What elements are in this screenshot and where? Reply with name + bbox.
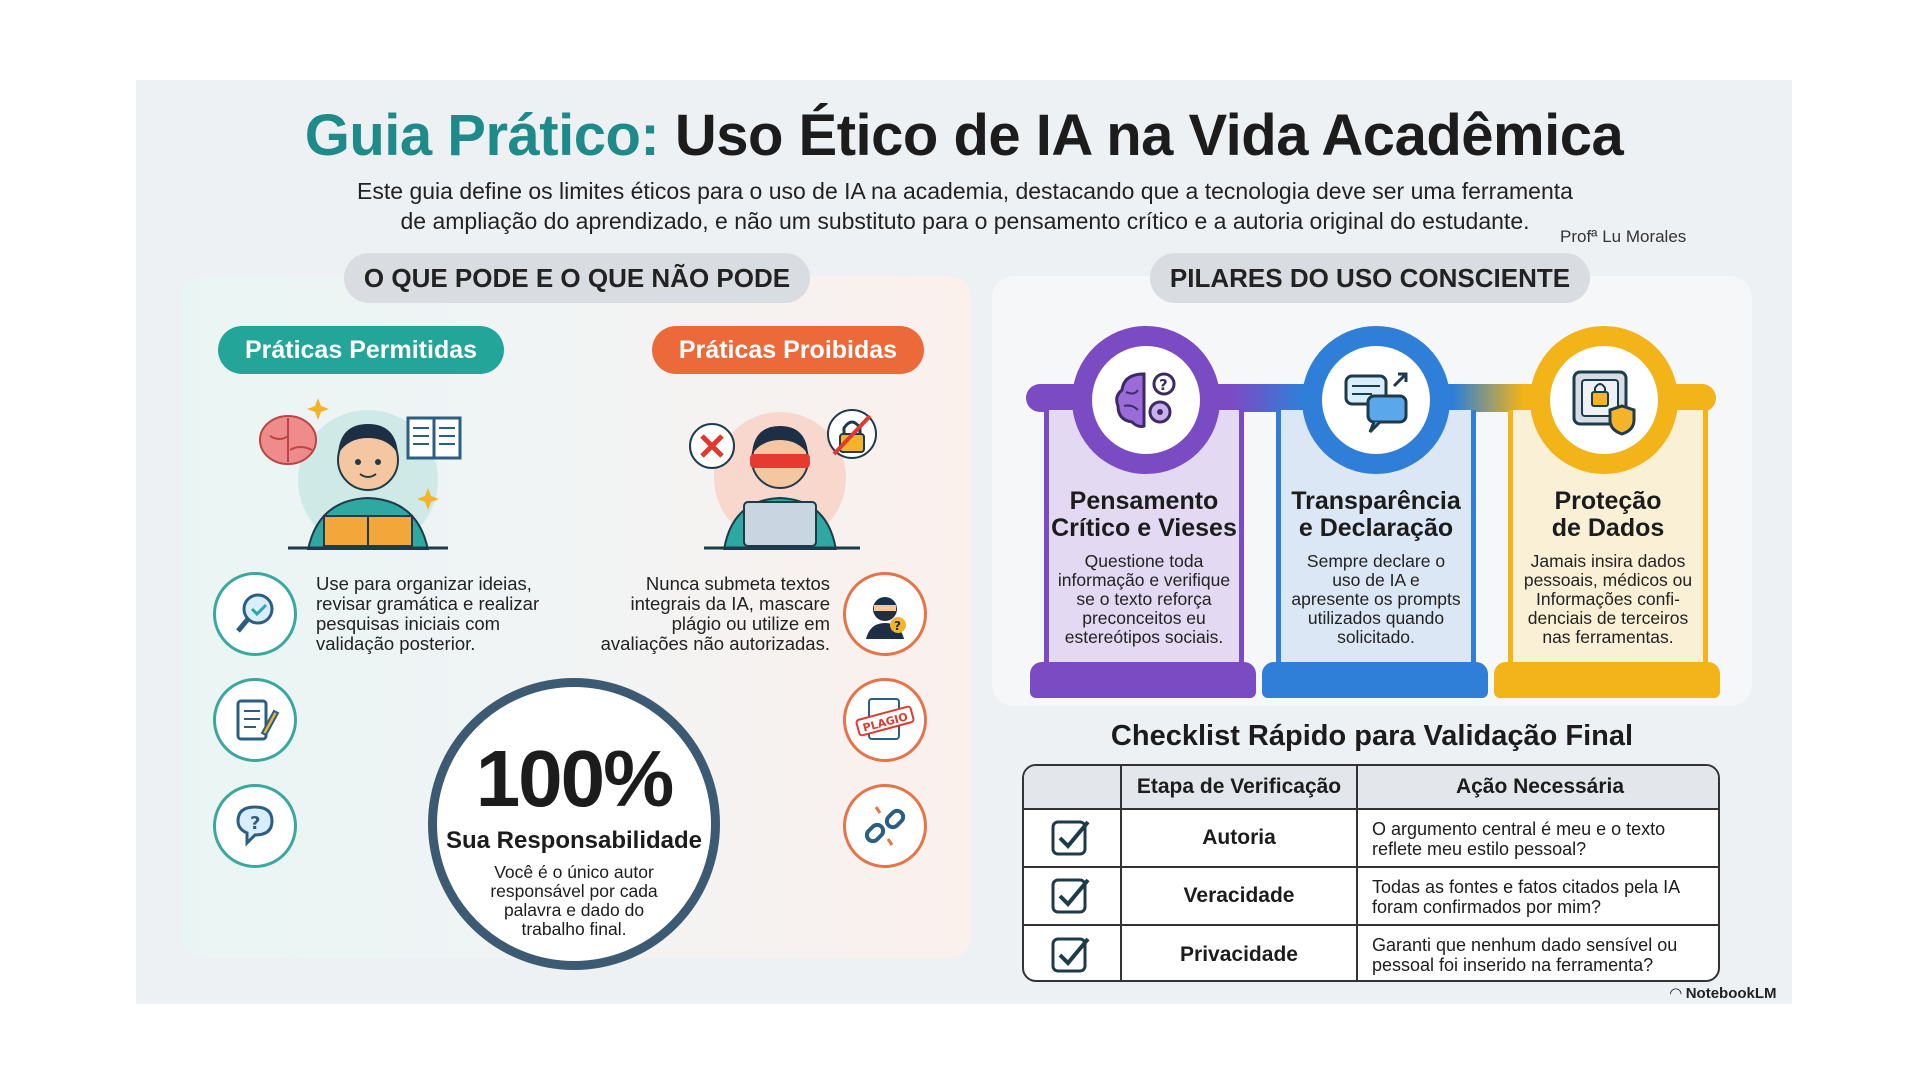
- stamp-text: PLAGIO: [861, 710, 910, 735]
- intro-text: [300, 176, 1630, 236]
- broken-link-icon: [843, 784, 927, 868]
- section-heading-rules: O QUE PODE E O QUE NÃO PODE: [344, 253, 810, 303]
- brain-icon: [260, 416, 316, 464]
- table-header-blank: [1024, 766, 1122, 810]
- checkbox-checked-icon[interactable]: [1024, 926, 1122, 982]
- document-pen-icon: [213, 678, 297, 762]
- title-rest: Uso Ético de IA na Vida Acadêmica: [659, 103, 1624, 168]
- pillar-ring: [1072, 326, 1220, 474]
- section-heading-pillars: PILARES DO USO CONSCIENTE: [1150, 253, 1590, 303]
- pillar-text-line: Questione toda: [1084, 551, 1204, 571]
- responsibility-text: [437, 863, 711, 939]
- responsibility-percent: 100%: [475, 734, 673, 823]
- pillar-title-line: de Dados: [1551, 514, 1665, 542]
- notebooklm-logo: [1670, 984, 1777, 1002]
- intro-line: de ampliação do aprendizado, e não um substituto para o pensamento crítico e a autoria original do estudante.: [400, 208, 1530, 234]
- table-row-step: Privacidade: [1122, 926, 1358, 982]
- pillar-text-line: pessoais, médicos ou: [1523, 570, 1693, 590]
- forbidden-text-line: Nunca submeta textos: [645, 573, 830, 594]
- responsibility-text-line: responsável por cada: [490, 881, 658, 901]
- pillar-text-line: informação e verifique: [1057, 570, 1231, 590]
- thief-icon: [843, 572, 927, 656]
- student-reading-illustration: [258, 388, 478, 550]
- pillar-text: [1044, 552, 1244, 647]
- plagiarism-stamp-icon: [843, 678, 927, 762]
- pillar-text: [1508, 552, 1708, 647]
- pillar-title: [1044, 488, 1244, 542]
- question-bubble-icon: [213, 784, 297, 868]
- title-accent: Guia Prático:: [304, 103, 660, 168]
- action-line: O argumento central é meu e o texto: [1372, 819, 1666, 839]
- table-row-action: [1358, 810, 1720, 868]
- table-header: Ação Necessária: [1358, 766, 1720, 810]
- pillar-text-line: estereótipos sociais.: [1064, 627, 1224, 647]
- action-line: Todas as fontes e fatos citados pela IA: [1372, 877, 1681, 897]
- table-row-step: Autoria: [1122, 810, 1358, 868]
- pillar-ring: [1302, 326, 1450, 474]
- pillar-text: [1276, 552, 1476, 647]
- pillar-text-line: se o texto reforça: [1076, 589, 1212, 609]
- magnifier-check-icon: [213, 572, 297, 656]
- forbidden-label: Práticas Proibidas: [652, 326, 924, 374]
- allowed-text-line: revisar gramática e realizar: [316, 593, 540, 614]
- pillar-title-line: Pensamento: [1069, 487, 1219, 515]
- table-row-step: Veracidade: [1122, 868, 1358, 926]
- lock-icon: [828, 410, 876, 458]
- pillar-text-line: denciais de terceiros: [1527, 608, 1689, 628]
- responsibility-badge: [428, 678, 720, 970]
- checklist-table: [1022, 764, 1720, 982]
- pillar-title: [1274, 488, 1478, 542]
- responsibility-title: Sua Responsabilidade: [445, 827, 703, 854]
- responsibility-text-line: trabalho final.: [521, 919, 627, 939]
- responsibility-text-line: Você é o único autor: [494, 862, 654, 882]
- pillar-text-line: Jamais insira dados: [1530, 551, 1686, 571]
- table-row-action: [1358, 926, 1720, 982]
- pillar-title: [1508, 488, 1708, 542]
- allowed-label: Práticas Permitidas: [218, 326, 504, 374]
- student-cheating-illustration: [684, 394, 884, 550]
- pillar-title-line: Crítico e Vieses: [1051, 514, 1237, 542]
- page-title: [136, 102, 1792, 169]
- pillar-ring: [1530, 326, 1678, 474]
- pillar-text-line: solicitado.: [1337, 627, 1415, 647]
- action-line: Garanti que nenhum dado sensível ou: [1372, 935, 1678, 955]
- allowed-text-line: validação posterior.: [316, 633, 476, 654]
- pillar-text-line: uso de IA e: [1332, 570, 1420, 590]
- allowed-text-line: Use para organizar ideias,: [316, 573, 532, 594]
- pillar-base: [1262, 662, 1488, 698]
- intro-line: Este guia define os limites éticos para o uso de IA na academia, destacando que a tecnologia deve ser uma ferramenta: [357, 178, 1573, 204]
- responsibility-text-line: palavra e dado do: [503, 900, 645, 920]
- table-header: Etapa de Verificação: [1122, 766, 1358, 810]
- action-line: reflete meu estilo pessoal?: [1372, 839, 1587, 859]
- forbidden-text-line: plágio ou utilize em: [671, 613, 830, 634]
- notebooklm-icon: ◠: [1670, 985, 1682, 1002]
- pillar-title-line: Proteção: [1554, 487, 1662, 515]
- checkbox-checked-icon[interactable]: [1024, 868, 1122, 926]
- action-line: pessoal foi inserido na ferramenta?: [1372, 955, 1654, 975]
- pillar-title-line: e Declaração: [1298, 514, 1454, 542]
- x-mark-icon: [690, 424, 734, 468]
- author-credit: Profª Lu Morales: [1560, 227, 1687, 246]
- checklist-title: Checklist Rápido para Validação Final: [1110, 720, 1634, 752]
- action-line: foram confirmados por mim?: [1372, 897, 1602, 917]
- pillar-text-line: utilizados quando: [1307, 608, 1445, 628]
- pillar-text-line: Sempre declare o: [1306, 551, 1446, 571]
- forbidden-text-line: integrais da IA, mascare: [630, 593, 830, 614]
- brain-gear-icon: [1092, 346, 1200, 454]
- table-row-action: [1358, 868, 1720, 926]
- allowed-text-line: pesquisas iniciais com: [316, 613, 501, 634]
- pillar-text-line: nas ferramentas.: [1542, 627, 1674, 647]
- forbidden-text: [560, 574, 830, 654]
- pillar-text-line: apresente os prompts: [1291, 589, 1461, 609]
- open-book-icon: [408, 418, 460, 458]
- pillar-base: [1494, 662, 1720, 698]
- checkbox-checked-icon[interactable]: [1024, 810, 1122, 868]
- svg-text:?: ?: [1159, 376, 1168, 394]
- pillar-text-line: Informações confi-: [1536, 589, 1680, 609]
- forbidden-text-line: avaliações não autorizadas.: [600, 633, 830, 654]
- safe-shield-icon: [1550, 346, 1658, 454]
- pillar-base: [1030, 662, 1256, 698]
- chat-bubbles-icon: [1322, 346, 1430, 454]
- svg-text:?: ?: [250, 813, 261, 834]
- pillar-text-line: preconceitos eu: [1082, 608, 1206, 628]
- svg-text:?: ?: [894, 619, 901, 633]
- pillar-title-line: Transparência: [1291, 487, 1461, 515]
- brand-label: NotebookLM: [1685, 985, 1777, 1002]
